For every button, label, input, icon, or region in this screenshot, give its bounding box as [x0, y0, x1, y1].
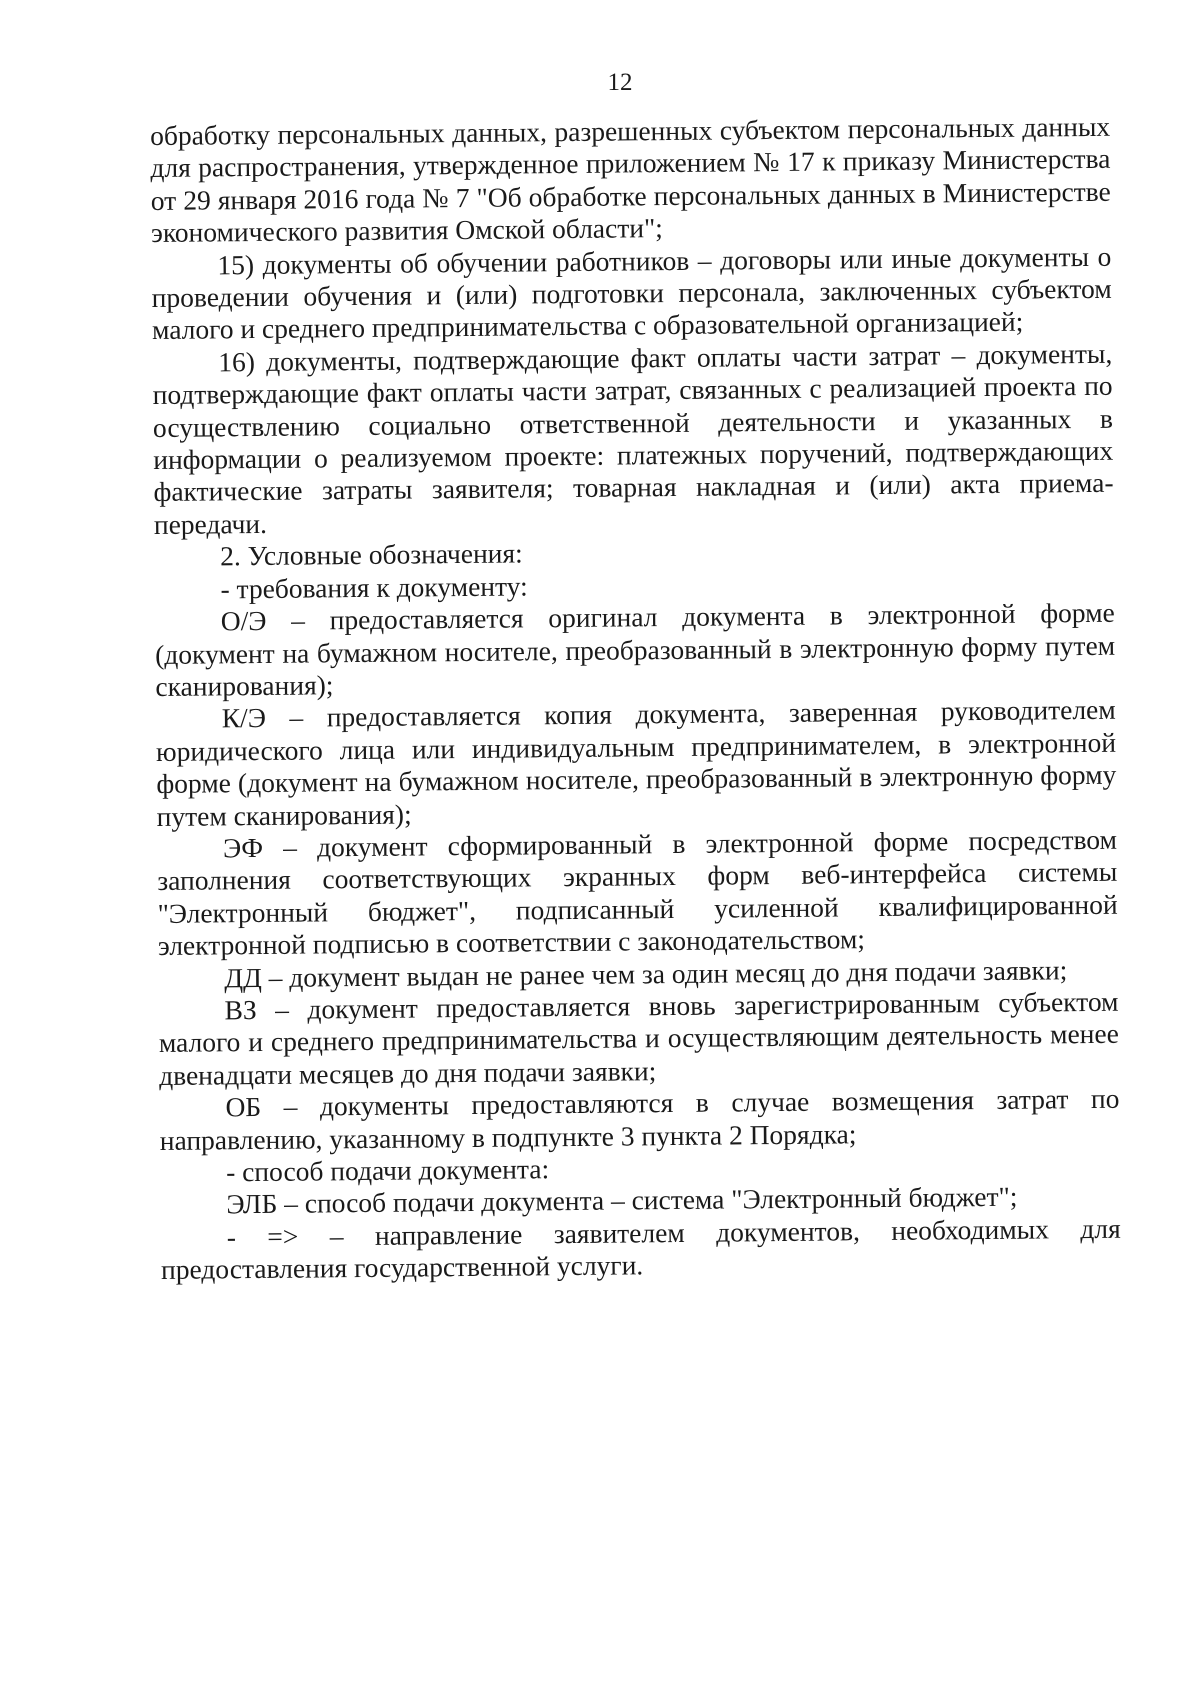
paragraph-item-16: 16) документы, подтверждающие факт оплаты части затрат – документы, подтверждающие факт оплаты части затрат, связанных с реализацией проекта по осуществлению социально ответственной деятельности и указанных в информации о реализуемом проекте: платежных поручений, подтверждающих фактические затраты заявителя; товарная накладная и (или) акта приема-передачи. — [152, 337, 1114, 540]
paragraph-personal-data-continuation: обработку персональных данных, разрешенных субъектом персональных данных для распространения, утвержденное приложением № 17 к приказу Министерства от 29 января 2016 года № 7 "Об обработке персональных данных в Министерстве экономического развития Омской области"; — [150, 110, 1111, 249]
paragraph-code-elb: ЭЛБ – способ подачи документа – система "Электронный бюджет"; — [226, 1181, 1018, 1220]
paragraph-code-ke: К/Э – предоставляется копия документа, заверенная руководителем юридического лица или индивидуальным предпринимателем, в электронной форме (документ на бумажном носителе, преобразованный в электронную форму путем сканирования); — [155, 694, 1117, 832]
document-body — [150, 111, 1121, 1287]
paragraph-code-vz: ВЗ – документ предоставляется вновь зарегистрированным субъектом малого и среднего предпринимательства и осуществляющим деятельность менее двенадцати месяцев до дня подачи заявки; — [158, 985, 1119, 1091]
paragraph-code-ef: ЭФ – документ сформированный в электронной форме посредством заполнения соответствующих экранных форм веб-интерфейса системы "Электронный бюджет", подписанный усиленной квалифицированной электронной подписью в соответствии с законодательством; — [157, 823, 1118, 962]
paragraph-item-15: 15) документы об обучении работников – договоры или иные документы о проведении обучения и (или) подготовки персонала, заключенных субъектом малого и среднего предпринимательства с образовательной организацией; — [151, 240, 1112, 346]
paragraph-code-ob: ОБ – документы предоставляются в случае возмещения затрат по направлению, указанному в подпункте 3 пункта 2 Порядка; — [159, 1082, 1120, 1156]
paragraph-code-oe: О/Э – предоставляется оригинал документа в электронной форме (документ на бумажном носителе, преобразованный в электронную форму путем сканирования); — [154, 596, 1116, 702]
paragraph-code-arrow: - => – направление заявителем документов, необходимых для предоставления государственной услуги. — [160, 1212, 1121, 1286]
paragraph-section-2-heading: 2. Условные обозначения: — [220, 537, 523, 572]
paragraph-code-dd: ДД – документ выдан не ранее чем за один месяц до дня подачи заявки; — [224, 953, 1068, 993]
paragraph-document-requirements: - требования к документу: — [220, 570, 528, 605]
paragraph-submission-method: - способ подачи документа: — [225, 1153, 550, 1188]
page-number: 12 — [607, 69, 633, 96]
